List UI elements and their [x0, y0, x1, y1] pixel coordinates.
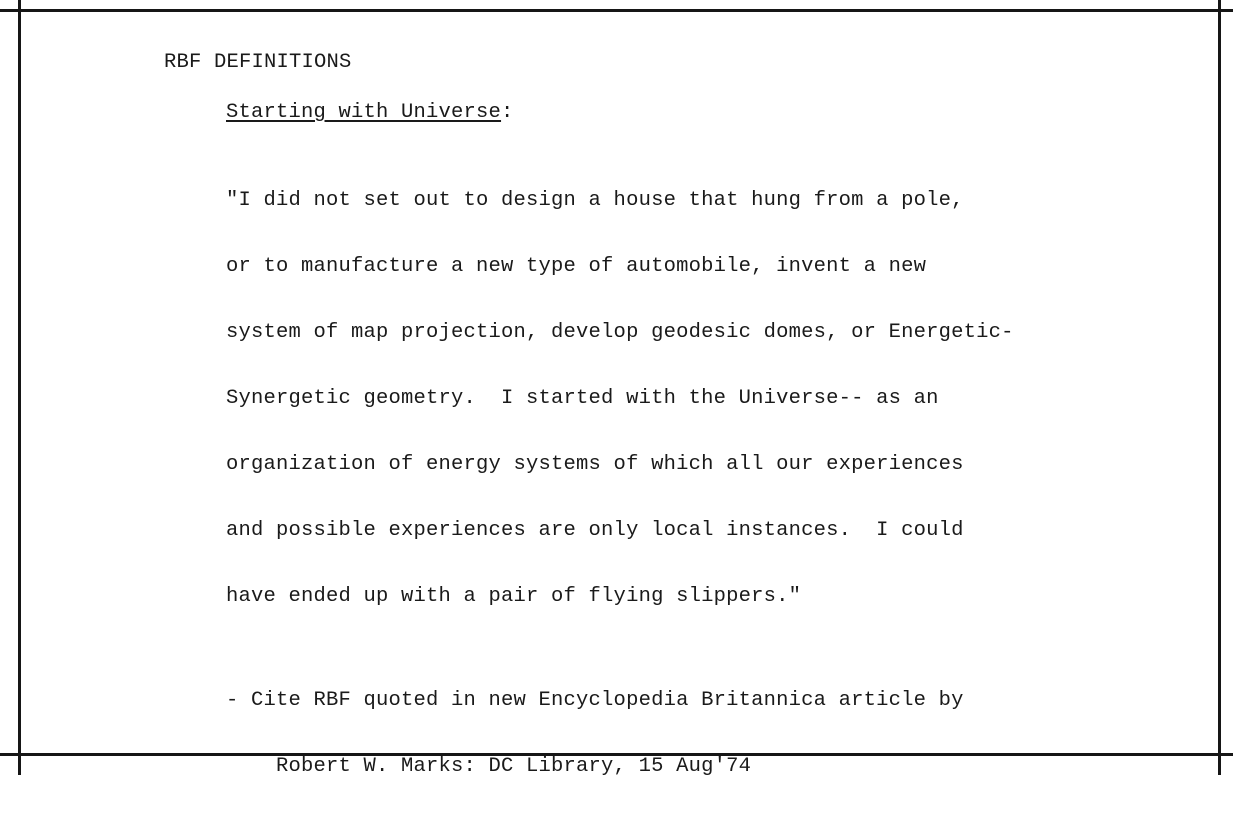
quote-line: "I did not set out to design a house that hung from a pole, — [226, 189, 964, 212]
quote-line: have ended up with a pair of flying slippers." — [226, 585, 802, 608]
citation-line: - Cite RBF quoted in new Encyclopedia Britannica article by — [226, 689, 964, 712]
quote-line: and possible experiences are only local instances. I could — [226, 519, 964, 542]
subheading-suffix: : — [501, 101, 514, 124]
citation-line: Robert W. Marks: DC Library, 15 Aug'74 — [226, 755, 752, 778]
quote-block — [226, 146, 1014, 652]
card-right-rule — [1218, 0, 1221, 775]
quote-line: organization of energy systems of which all our experiences — [226, 453, 964, 476]
subheading-underlined: Starting with Universe — [226, 101, 502, 124]
card-top-rule — [0, 9, 1233, 12]
quote-line: system of map projection, develop geodesic domes, or Energetic- — [226, 321, 1014, 344]
card-subheading — [226, 102, 514, 124]
citation-block — [226, 646, 964, 822]
card-left-rule — [18, 0, 21, 775]
card-heading: RBF DEFINITIONS — [164, 51, 352, 74]
quote-line: or to manufacture a new type of automobile, invent a new — [226, 255, 927, 278]
quote-line: Synergetic geometry. I started with the Universe-- as an — [226, 387, 939, 410]
